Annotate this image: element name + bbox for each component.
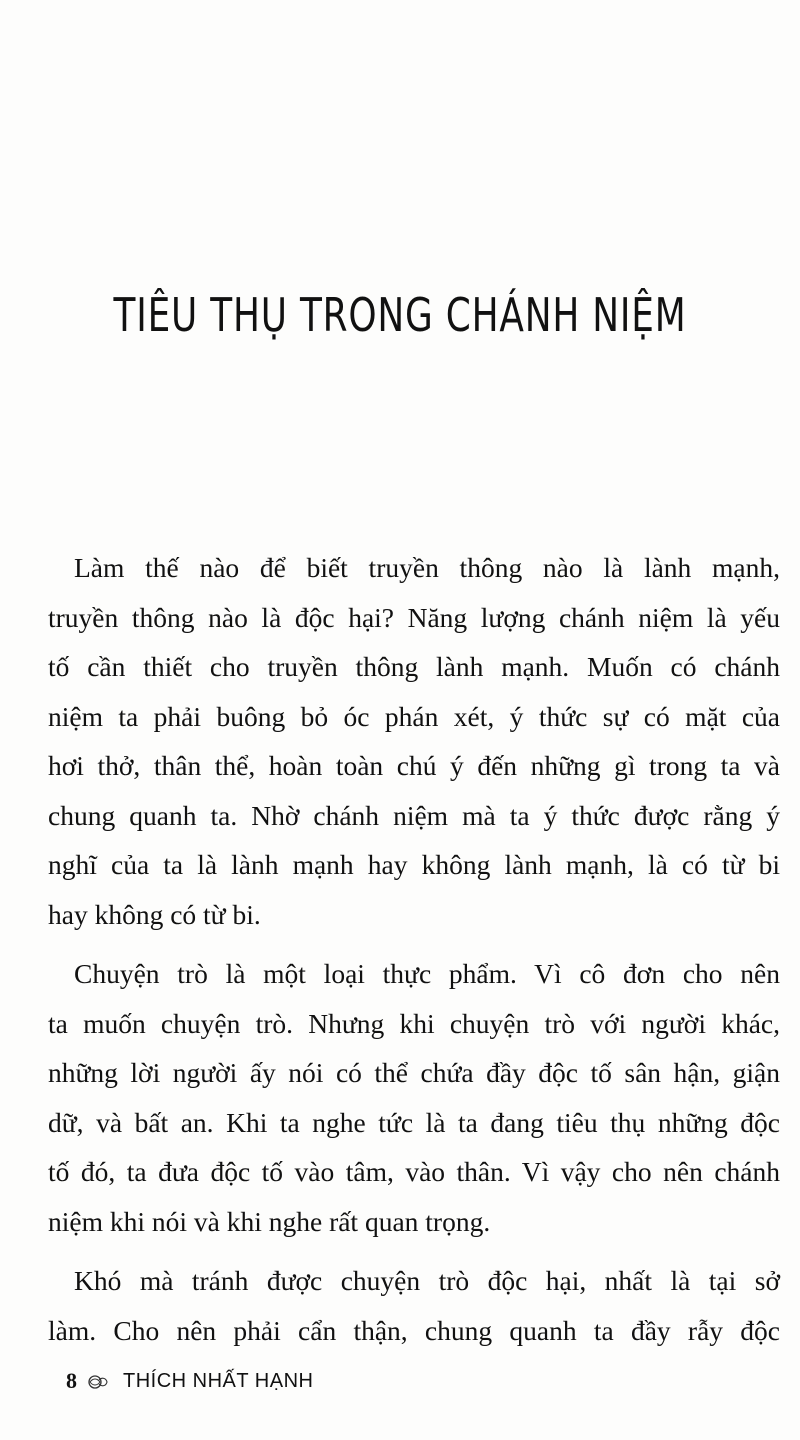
chapter-title: TIÊU THỤ TRONG CHÁNH NIỆM bbox=[113, 288, 687, 342]
paragraph-1 bbox=[48, 543, 780, 939]
text-line: niệm khi nói và khi nghe rất quan trọng. bbox=[48, 1205, 491, 1237]
body-text bbox=[48, 543, 780, 1355]
text-line: Chuyện trò là một loại thực phẩm. Vì cô đơn cho nên bbox=[74, 958, 780, 989]
text-line: tố đó, ta đưa độc tố vào tâm, vào thân. Vì vậy cho nên chánh bbox=[48, 1156, 780, 1187]
text-line: Khó mà tránh được chuyện trò độc hại, nhất là tại sở bbox=[74, 1265, 780, 1296]
text-line: ta muốn chuyện trò. Nhưng khi chuyện trò với người khác, bbox=[48, 1007, 780, 1039]
page-footer bbox=[66, 1368, 313, 1394]
text-line: hay không có từ bi. bbox=[48, 898, 261, 930]
text-line: niệm ta phải buông bỏ óc phán xét, ý thức sự có mặt của bbox=[48, 700, 780, 732]
text-line: dữ, và bất an. Khi ta nghe tức là ta đang tiêu thụ những độc bbox=[48, 1106, 780, 1138]
page-number: 8 bbox=[66, 1368, 77, 1393]
text-line: tố cần thiết cho truyền thông lành mạnh. Muốn có chánh bbox=[48, 651, 780, 682]
text-line: hơi thở, thân thể, hoàn toàn chú ý đến những gì trong ta và bbox=[48, 750, 780, 781]
text-line: những lời người ấy nói có thể chứa đầy độc tố sân hận, giận bbox=[48, 1057, 780, 1088]
author-name: THÍCH NHẤT HẠNH bbox=[123, 1369, 314, 1392]
text-line: truyền thông nào là độc hại? Năng lượng chánh niệm là yếu bbox=[48, 601, 780, 633]
text-line: chung quanh ta. Nhờ chánh niệm mà ta ý thức được rằng ý bbox=[48, 799, 780, 831]
text-line: Làm thế nào để biết truyền thông nào là lành mạnh, bbox=[74, 552, 780, 583]
text-line: nghĩ của ta là lành mạnh hay không lành mạnh, là có từ bi bbox=[48, 849, 780, 880]
ornament-icon bbox=[87, 1373, 109, 1389]
paragraph-2 bbox=[48, 949, 780, 1246]
paragraph-3 bbox=[48, 1256, 780, 1355]
text-line: làm. Cho nên phải cẩn thận, chung quanh ta đầy rẫy độc bbox=[48, 1314, 780, 1346]
